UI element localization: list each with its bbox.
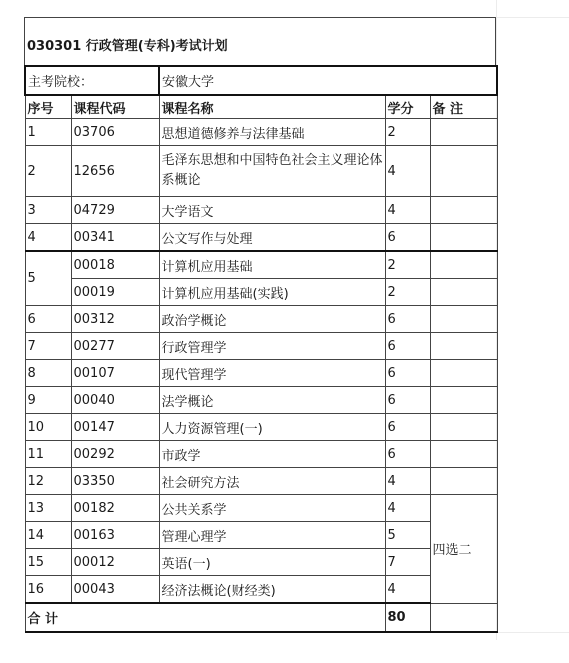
row-name: 行政管理学 (159, 333, 385, 360)
row-credit: 2 (385, 251, 430, 279)
row-note (430, 279, 497, 306)
row-seq: 11 (25, 441, 71, 468)
row-credit: 6 (385, 414, 430, 441)
row-name: 毛泽东思想和中国特色社会主义理论体系概论 (159, 146, 385, 197)
table-row (25, 224, 497, 252)
sheet-gridline (496, 632, 569, 633)
row-note (430, 197, 497, 224)
table-row (25, 306, 497, 333)
row-name: 公文写作与处理 (159, 224, 385, 252)
row-name: 政治学概论 (159, 306, 385, 333)
row-code: 00012 (71, 549, 159, 576)
row-note (430, 224, 497, 252)
row-credit: 4 (385, 146, 430, 197)
row-seq: 5 (25, 251, 71, 306)
row-seq: 6 (25, 306, 71, 333)
table-row (25, 387, 497, 414)
row-credit: 4 (385, 495, 430, 522)
header-name: 课程名称 (159, 95, 385, 119)
school-value: 安徽大学 (159, 66, 497, 95)
row-name: 管理心理学 (159, 522, 385, 549)
table-row (25, 279, 497, 306)
header-seq: 序号 (25, 95, 71, 119)
row-code: 04729 (71, 197, 159, 224)
total-label: 合 计 (25, 603, 385, 632)
row-seq: 2 (25, 146, 71, 197)
row-name: 市政学 (159, 441, 385, 468)
row-credit: 4 (385, 468, 430, 495)
table-row (25, 441, 497, 468)
row-seq: 13 (25, 495, 71, 522)
row-name: 法学概论 (159, 387, 385, 414)
school-row (25, 66, 497, 95)
table-row (25, 333, 497, 360)
row-note (430, 414, 497, 441)
table-row (25, 197, 497, 224)
row-seq: 12 (25, 468, 71, 495)
table-row (25, 360, 497, 387)
row-credit: 4 (385, 576, 430, 604)
row-name: 人力资源管理(一) (159, 414, 385, 441)
row-code: 00277 (71, 333, 159, 360)
row-code: 03350 (71, 468, 159, 495)
row-code: 00043 (71, 576, 159, 604)
row-name: 社会研究方法 (159, 468, 385, 495)
row-credit: 2 (385, 279, 430, 306)
row-code: 00147 (71, 414, 159, 441)
row-name: 大学语文 (159, 197, 385, 224)
row-note (430, 119, 497, 146)
row-seq: 1 (25, 119, 71, 146)
total-note (430, 603, 497, 632)
row-name: 经济法概论(财经类) (159, 576, 385, 604)
row-code: 00163 (71, 522, 159, 549)
row-code: 00107 (71, 360, 159, 387)
row-credit: 6 (385, 306, 430, 333)
header-credit: 学分 (385, 95, 430, 119)
row-note (430, 146, 497, 197)
header-row (25, 95, 497, 119)
row-credit: 4 (385, 197, 430, 224)
plan-title: 030301 行政管理(专科)考试计划 (27, 39, 228, 54)
table-row (25, 119, 497, 146)
row-credit: 6 (385, 224, 430, 252)
row-credit: 5 (385, 522, 430, 549)
row-credit: 6 (385, 333, 430, 360)
table-row (25, 251, 497, 279)
row-code: 00019 (71, 279, 159, 306)
sheet-gridline (496, 17, 569, 18)
total-credit: 80 (385, 603, 430, 632)
exam-plan-table (24, 65, 498, 633)
row-code: 12656 (71, 146, 159, 197)
row-note (430, 306, 497, 333)
row-code: 00312 (71, 306, 159, 333)
row-seq: 10 (25, 414, 71, 441)
row-code: 00341 (71, 224, 159, 252)
row-name: 英语(一) (159, 549, 385, 576)
row-note (430, 251, 497, 279)
row-seq: 3 (25, 197, 71, 224)
row-name: 计算机应用基础(实践) (159, 279, 385, 306)
total-row (25, 603, 497, 632)
row-credit: 7 (385, 549, 430, 576)
row-note (430, 387, 497, 414)
row-credit: 6 (385, 387, 430, 414)
row-code: 03706 (71, 119, 159, 146)
row-credit: 2 (385, 119, 430, 146)
header-note: 备 注 (430, 95, 497, 119)
row-note (430, 468, 497, 495)
table-row (25, 495, 497, 522)
table-row (25, 146, 497, 197)
row-seq: 8 (25, 360, 71, 387)
row-seq: 16 (25, 576, 71, 604)
row-name: 公共关系学 (159, 495, 385, 522)
plan-title-cell (24, 17, 496, 65)
row-note (430, 360, 497, 387)
table-row (25, 522, 497, 549)
table-row (25, 468, 497, 495)
row-note (430, 333, 497, 360)
row-code: 00182 (71, 495, 159, 522)
row-seq: 9 (25, 387, 71, 414)
row-name: 计算机应用基础 (159, 251, 385, 279)
row-credit: 6 (385, 360, 430, 387)
row-code: 00292 (71, 441, 159, 468)
row-note (430, 441, 497, 468)
elective-note: 四选二 (430, 495, 497, 604)
row-seq: 4 (25, 224, 71, 252)
row-seq: 15 (25, 549, 71, 576)
table-row (25, 576, 497, 604)
table-row (25, 414, 497, 441)
row-code: 00018 (71, 251, 159, 279)
row-name: 思想道德修养与法律基础 (159, 119, 385, 146)
row-name: 现代管理学 (159, 360, 385, 387)
row-credit: 6 (385, 441, 430, 468)
school-label: 主考院校： (25, 66, 159, 95)
header-code: 课程代码 (71, 95, 159, 119)
row-seq: 14 (25, 522, 71, 549)
row-code: 00040 (71, 387, 159, 414)
row-seq: 7 (25, 333, 71, 360)
table-row (25, 549, 497, 576)
